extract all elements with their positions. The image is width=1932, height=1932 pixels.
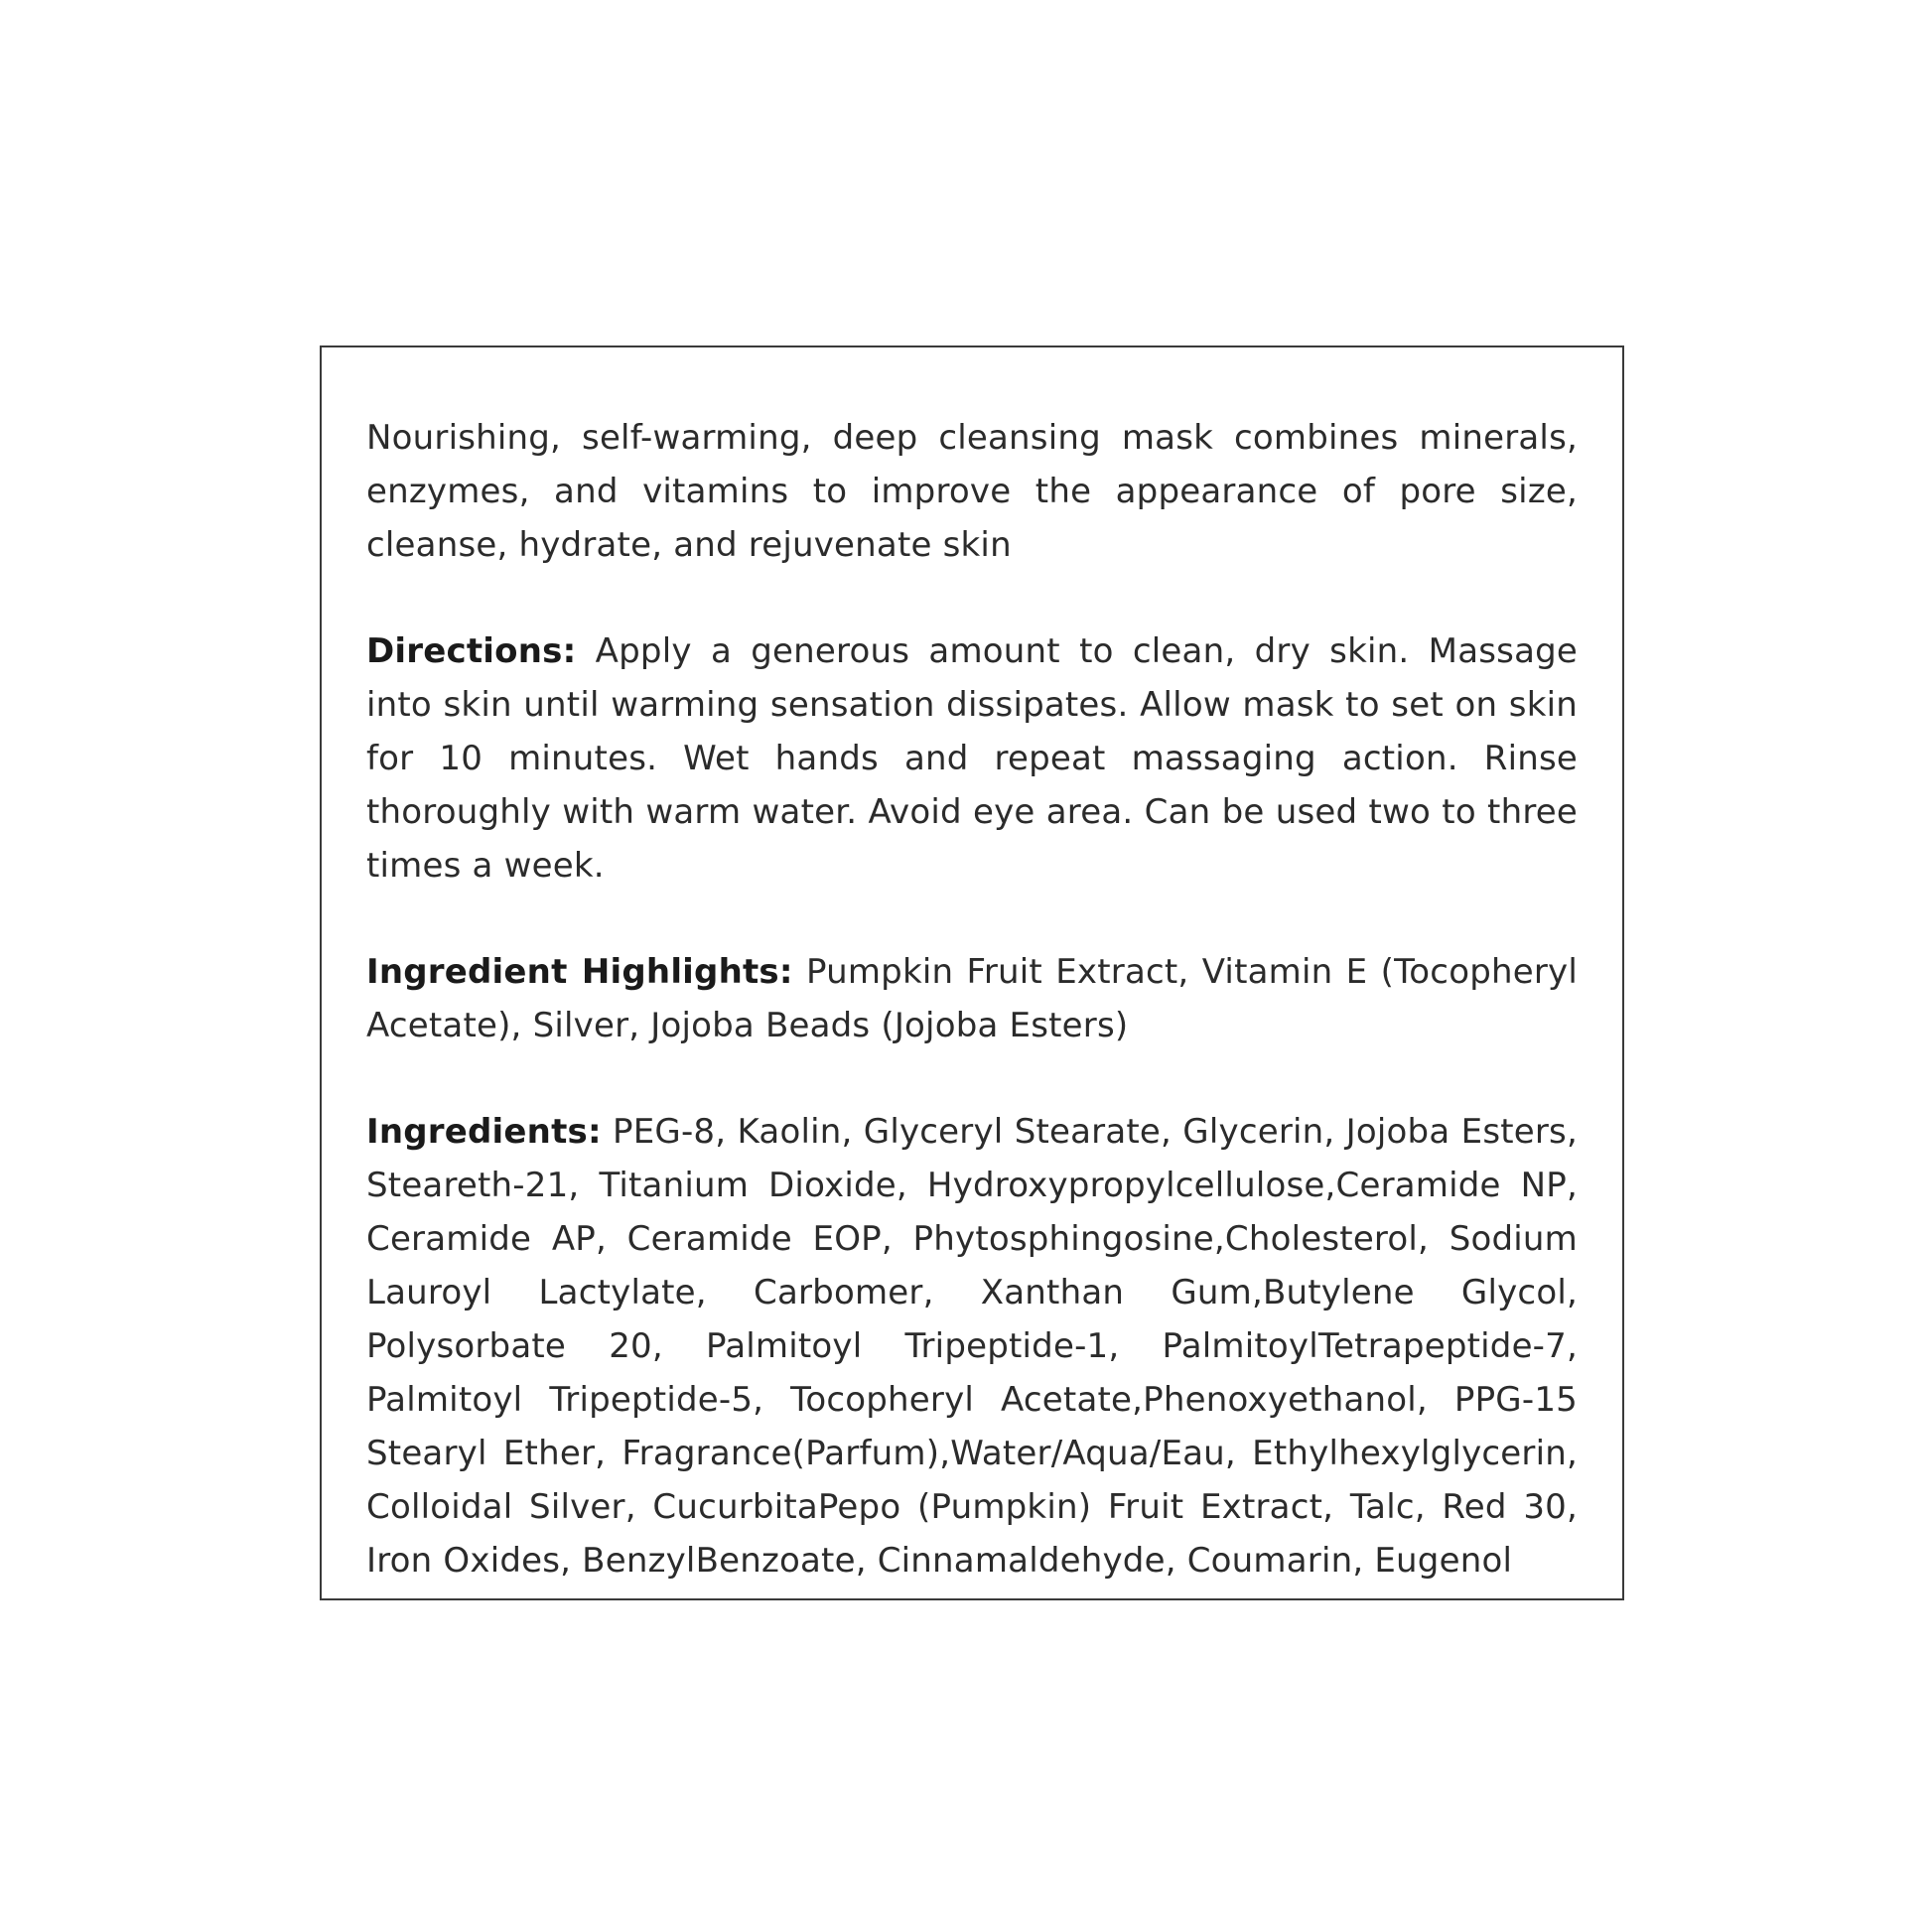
description-text: Nourishing, self-warming, deep cleansing mask combines minerals, enzymes, and vitamins to improve the appearance of pore size, cleanse, hydrate, and rejuvenate skin bbox=[366, 418, 1578, 565]
product-description bbox=[366, 411, 1578, 572]
directions-text: Apply a generous amount to clean, dry skin. Massage into skin until warming sensation dissipates. Allow mask to set on skin for 10 minutes. Wet hands and repeat massaging action. Rinse thoroughly with warm water. Avoid eye area. Can be used two to three times a week. bbox=[366, 631, 1579, 886]
product-info-box bbox=[320, 345, 1624, 1600]
ingredients-label: Ingredients: bbox=[366, 1112, 602, 1152]
ingredient-highlights-text: Pumpkin Fruit Extract, Vitamin E (Tocopheryl Acetate), Silver, Jojoba Beads (Jojoba Esters) bbox=[366, 952, 1578, 1045]
directions-section bbox=[366, 624, 1578, 893]
directions-label: Directions: bbox=[366, 631, 577, 671]
ingredients-section bbox=[366, 1105, 1578, 1587]
ingredient-highlights-section bbox=[366, 945, 1578, 1052]
ingredients-text: PEG-8, Kaolin, Glyceryl Stearate, Glycerin, Jojoba Esters, Steareth-21, Titanium Dioxide, Hydroxypropylcellulose,Ceramide NP, Ceramide AP, Ceramide EOP, Phytosphingosine,Cholesterol, Sodium Lauroyl Lactylate, Carbomer, Xanthan Gum,Butylene Glycol, Polysorbate 20, Palmitoyl Tripeptide-1, PalmitoylTetrapeptide-7, Palmitoyl Tripeptide-5, Tocopheryl Acetate,Phenoxyethanol, PPG-15 Stearyl Ether, Fragrance(Parfum),Water/Aqua/Eau, Ethylhexylglycerin, Colloidal Silver, CucurbitaPepo (Pumpkin) Fruit Extract, Talc, Red 30, Iron Oxides, BenzylBenzoate, Cinnamaldehyde, Coumarin, Eugenol bbox=[366, 1112, 1578, 1581]
ingredient-highlights-label: Ingredient Highlights: bbox=[366, 952, 793, 992]
